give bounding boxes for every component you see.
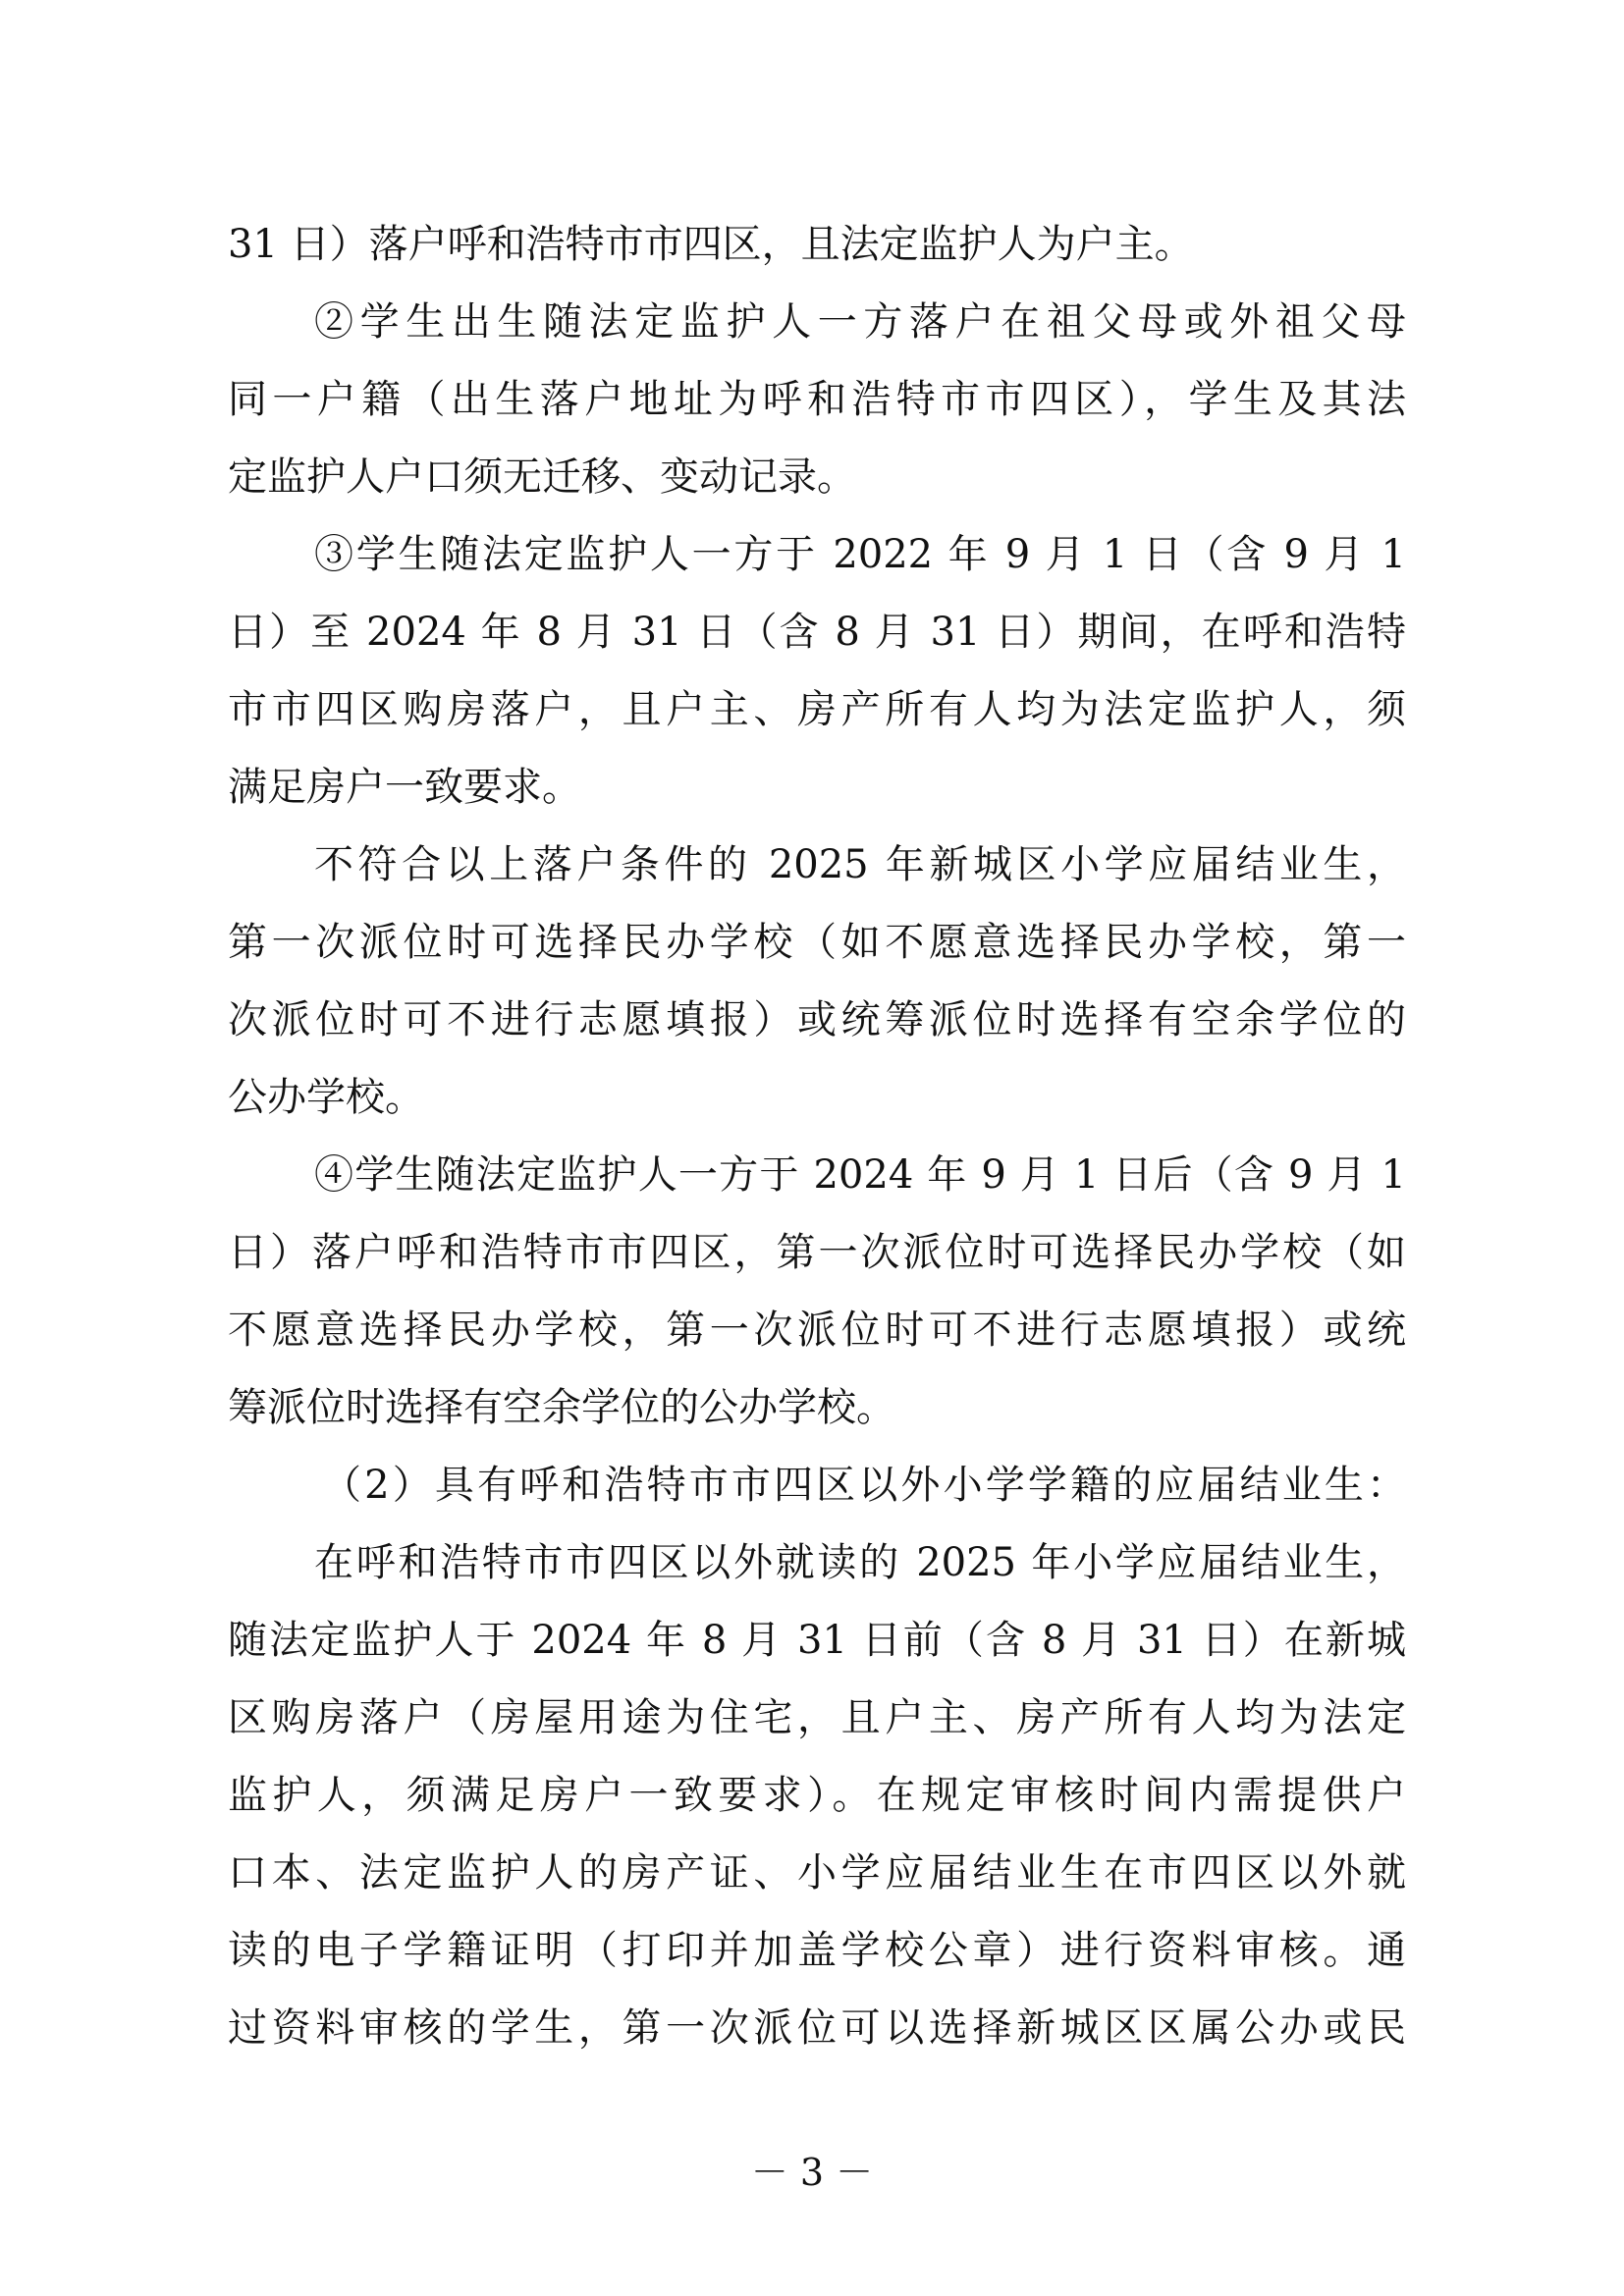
text-line: 读的电子学籍证明（打印并加盖学校公章）进行资料审核。通 [228,1928,1406,1973]
text-line: 在呼和浩特市市四区以外就读的 2025 年小学应届结业生， [314,1540,1406,1585]
text-line: 同一户籍（出生落户地址为呼和浩特市市四区），学生及其法 [228,377,1406,422]
section-heading: （2）具有呼和浩特市市四区以外小学学籍的应届结业生： [322,1463,1406,1508]
text-line: 31 日）落户呼和浩特市市四区，且法定监护人为户主。 [228,222,1194,267]
text-line: 口本、法定监护人的房产证、小学应届结业生在市四区以外就 [228,1850,1406,1896]
text-line: 随法定监护人于 2024 年 8 月 31 日前（含 8 月 31 日）在新城 [228,1618,1406,1663]
text-line: 不愿意选择民办学校，第一次派位时可不进行志愿填报）或统 [228,1308,1406,1353]
text-line: ④学生随法定监护人一方于 2024 年 9 月 1 日后（含 9 月 1 [314,1152,1406,1198]
text-line: 日）落户呼和浩特市市四区，第一次派位时可选择民办学校（如 [228,1230,1406,1275]
text-line: 次派位时可不进行志愿填报）或统筹派位时选择有空余学位的 [228,997,1406,1042]
text-line: 定监护人户口须无迁移、变动记录。 [228,454,856,500]
text-line: 区购房落户（房屋用途为住宅，且户主、房产所有人均为法定 [228,1695,1406,1740]
text-line: 过资料审核的学生，第一次派位可以选择新城区区属公办或民 [228,2005,1406,2051]
page-number: － 3 － [750,2151,874,2194]
text-line: 监护人，须满足房户一致要求）。在规定审核时间内需提供户 [228,1773,1406,1818]
text-line: 市市四区购房落户，且户主、房产所有人均为法定监护人，须 [228,687,1406,732]
text-line: 日）至 2024 年 8 月 31 日（含 8 月 31 日）期间，在呼和浩特 [228,610,1406,655]
text-line: ③学生随法定监护人一方于 2022 年 9 月 1 日（含 9 月 1 [314,532,1406,577]
text-line: 满足房户一致要求。 [228,765,581,810]
text-line: 筹派位时选择有空余学位的公办学校。 [228,1385,895,1430]
text-line: 不符合以上落户条件的 2025 年新城区小学应届结业生， [314,842,1406,887]
text-line: ②学生出生随法定监护人一方落户在祖父母或外祖父母 [314,299,1406,345]
text-line: 第一次派位时可选择民办学校（如不愿意选择民办学校，第一 [228,920,1406,965]
text-line: 公办学校。 [228,1075,424,1120]
